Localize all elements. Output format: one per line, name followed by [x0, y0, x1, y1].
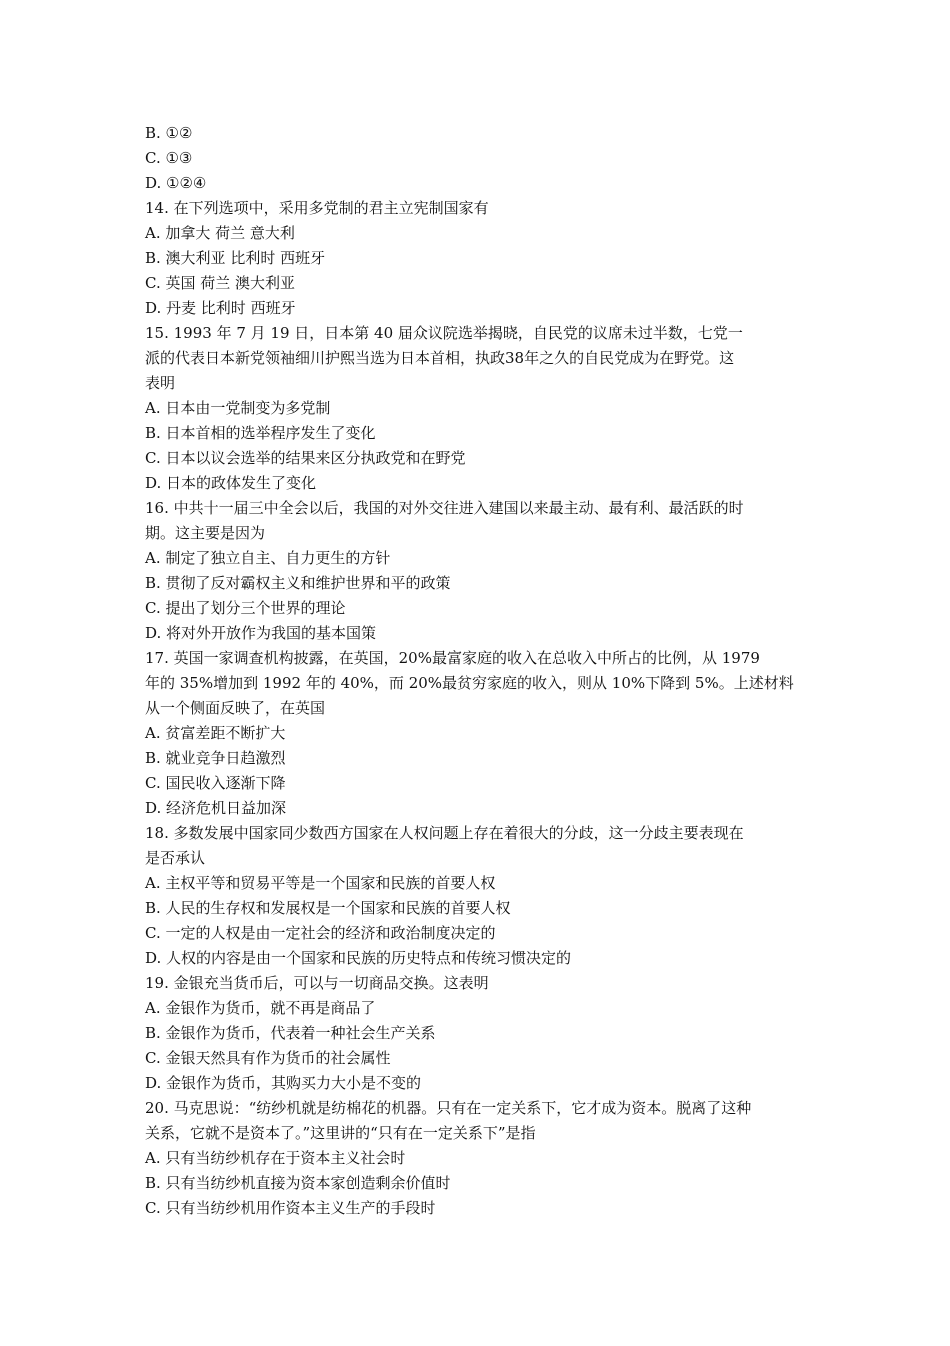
option-b-q20: B. 只有当纺纱机直接为资本家创造剩余价值时	[145, 1174, 451, 1192]
document-page	[145, 121, 813, 1221]
option-b-q13: B. ①②	[145, 124, 193, 142]
question-20-line-2: 关系，它就不是资本了。”这里讲的“只有在一定关系下”是指	[145, 1124, 536, 1142]
question-15-line-2: 派的代表日本新党领袖细川护熙当选为日本首相，执政38年之久的自民党成为在野党。这	[145, 349, 735, 367]
option-b-q17: B. 就业竞争日趋激烈	[145, 749, 286, 767]
question-17-line-3: 从一个侧面反映了，在英国	[145, 699, 326, 717]
option-d-q17: D. 经济危机日益加深	[145, 799, 287, 817]
question-15-line-3: 表明	[145, 374, 176, 392]
option-a-q17: A. 贫富差距不断扩大	[145, 724, 286, 742]
option-d-q18: D. 人权的内容是由一个国家和民族的历史特点和传统习惯决定的	[145, 949, 572, 967]
option-b-q19: B. 金银作为货币，代表着一种社会生产关系	[145, 1024, 436, 1042]
option-c-q16: C. 提出了划分三个世界的理论	[145, 599, 346, 617]
option-b-q14: B. 澳大利亚 比利时 西班牙	[145, 249, 326, 267]
question-15-line-1: 15. 1993 年 7 月 19 日，日本第 40 届众议院选举揭晓，自民党的议席未过半数，七党一	[145, 324, 743, 342]
option-c-q17: C. 国民收入逐渐下降	[145, 774, 286, 792]
option-a-q14: A. 加拿大 荷兰 意大利	[145, 224, 295, 242]
question-17-line-2: 年的 35%增加到 1992 年的 40%，而 20%最贫穷家庭的收入，则从 10%下降到 5%。上述材料	[145, 674, 794, 692]
option-c-q15: C. 日本以议会选举的结果来区分执政党和在野党	[145, 449, 466, 467]
option-c-q14: C. 英国 荷兰 澳大利亚	[145, 274, 296, 292]
option-b-q18: B. 人民的生存权和发展权是一个国家和民族的首要人权	[145, 899, 511, 917]
question-17-line-1: 17. 英国一家调查机构披露，在英国，20%最富家庭的收入在总收入中所占的比例，从 1979	[145, 649, 760, 667]
option-c-q13: C. ①③	[145, 149, 193, 167]
option-a-q19: A. 金银作为货币，就不再是商品了	[145, 999, 376, 1017]
question-16-line-2: 期。这主要是因为	[145, 524, 266, 542]
question-18-line-2: 是否承认	[145, 849, 206, 867]
option-c-q18: C. 一定的人权是由一定社会的经济和政治制度决定的	[145, 924, 496, 942]
option-a-q15: A. 日本由一党制变为多党制	[145, 399, 331, 417]
option-c-q19: C. 金银天然具有作为货币的社会属性	[145, 1049, 391, 1067]
option-a-q20: A. 只有当纺纱机存在于资本主义社会时	[145, 1149, 406, 1167]
option-d-q13: D. ①②④	[145, 174, 207, 192]
option-b-q15: B. 日本首相的选举程序发生了变化	[145, 424, 376, 442]
question-16-line-1: 16. 中共十一届三中全会以后，我国的对外交往进入建国以来最主动、最有利、最活跃的时	[145, 499, 744, 517]
option-d-q16: D. 将对外开放作为我国的基本国策	[145, 624, 377, 642]
question-18-line-1: 18. 多数发展中国家同少数西方国家在人权问题上存在着很大的分歧，这一分歧主要表现在	[145, 824, 744, 842]
option-d-q15: D. 日本的政体发生了变化	[145, 474, 317, 492]
option-d-q14: D. 丹麦 比利时 西班牙	[145, 299, 296, 317]
option-c-q20: C. 只有当纺纱机用作资本主义生产的手段时	[145, 1199, 436, 1217]
question-14: 14. 在下列选项中，采用多党制的君主立宪制国家有	[145, 199, 489, 217]
option-d-q19: D. 金银作为货币，其购买力大小是不变的	[145, 1074, 422, 1092]
option-a-q16: A. 制定了独立自主、自力更生的方针	[145, 549, 391, 567]
option-a-q18: A. 主权平等和贸易平等是一个国家和民族的首要人权	[145, 874, 496, 892]
question-20-line-1: 20. 马克思说：“纺纱机就是纺棉花的机器。只有在一定关系下，它才成为资本。脱离了这种	[145, 1099, 752, 1117]
question-19: 19. 金银充当货币后，可以与一切商品交换。这表明	[145, 974, 489, 992]
option-b-q16: B. 贯彻了反对霸权主义和维护世界和平的政策	[145, 574, 451, 592]
